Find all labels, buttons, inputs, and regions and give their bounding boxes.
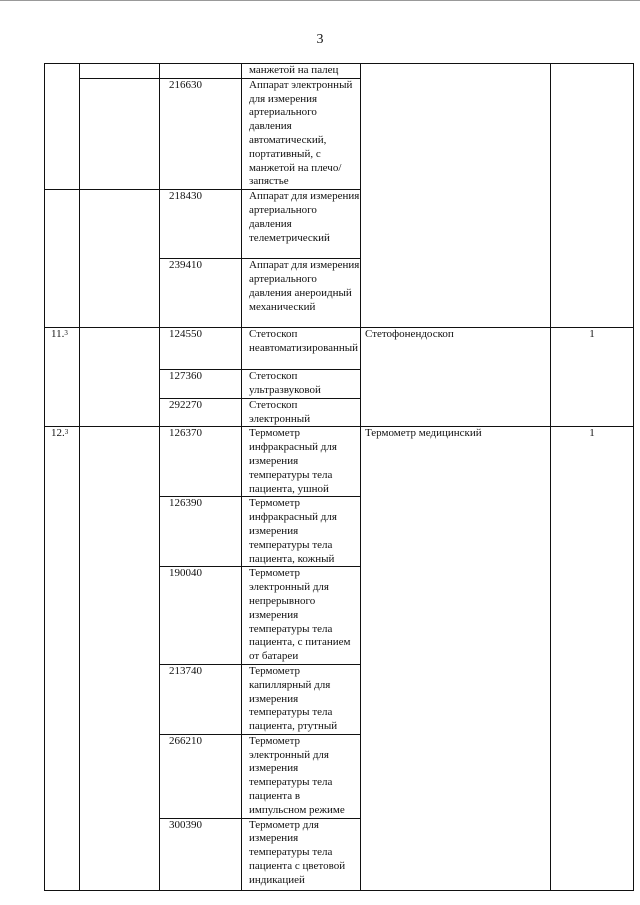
name-cell: Термометр электронный для непрерывного измерения температуры тела пациента, с питанием от батареи (242, 567, 361, 665)
code-cell: 124550 (160, 328, 242, 370)
name-cell: манжетой на палец (242, 64, 361, 79)
device-cell (361, 64, 551, 328)
device-cell: Стетофонендоскоп (361, 328, 551, 427)
name-cell: Стетоскоп ультразвуковой (242, 370, 361, 399)
page-number: 3 (316, 32, 324, 47)
name-cell: Стетоскоп неавтоматизированный (242, 328, 361, 370)
empty-cell (80, 427, 160, 890)
top-edge-line (0, 0, 640, 1)
code-cell: 218430 (160, 190, 242, 259)
device-cell: Термометр медицинский (361, 427, 551, 890)
name-cell: Аппарат для измерения артериального давления телеметрический (242, 190, 361, 259)
row-number-cell (45, 427, 80, 890)
group-number-superscript: 3 (64, 329, 68, 338)
code-cell (160, 64, 242, 79)
group-number-superscript: 3 (64, 428, 69, 437)
row-number-cell (45, 190, 80, 328)
code-cell: 239410 (160, 259, 242, 328)
qty-cell: 1 (551, 427, 634, 890)
empty-cell (80, 64, 160, 79)
code-cell: 213740 (160, 664, 242, 734)
equipment-table-wrapper (44, 63, 602, 886)
table-row (45, 427, 634, 497)
name-cell: Термометр инфракрасный для измерения температуры тела пациента, ушной (242, 427, 361, 497)
empty-cell (80, 328, 160, 427)
empty-cell (80, 190, 160, 328)
row-number-cell (45, 64, 80, 190)
name-cell: Термометр электронный для измерения температуры тела пациента в импульсном режиме (242, 734, 361, 818)
code-cell: 266210 (160, 734, 242, 818)
qty-cell: 1 (551, 328, 634, 427)
name-cell: Термометр капиллярный для измерения температуры тела пациента, ртутный (242, 664, 361, 734)
name-cell: Термометр инфракрасный для измерения температуры тела пациента, кожный (242, 497, 361, 567)
group-number: 11. (51, 328, 65, 341)
name-cell: Аппарат для измерения артериального давления анероидный механический (242, 259, 361, 328)
code-cell: 126390 (160, 497, 242, 567)
code-cell: 190040 (160, 567, 242, 665)
name-cell: Стетоскоп электронный (242, 398, 361, 427)
code-cell: 127360 (160, 370, 242, 399)
equipment-table (44, 63, 634, 891)
row-number-cell (45, 328, 80, 427)
qty-cell (551, 64, 634, 328)
code-cell: 126370 (160, 427, 242, 497)
name-cell: Термометр для измерения температуры тела пациента с цветовой индикацией (242, 818, 361, 890)
code-cell: 300390 (160, 818, 242, 890)
code-cell: 216630 (160, 78, 242, 189)
code-cell: 292270 (160, 398, 242, 427)
empty-cell (80, 78, 160, 189)
table-row (45, 328, 634, 370)
group-number: 12. (51, 427, 65, 440)
table-row (45, 64, 634, 79)
name-cell: Аппарат электронный для измерения артериального давления автоматический, портативный, с манжетой на плечо/запястье (242, 78, 361, 189)
